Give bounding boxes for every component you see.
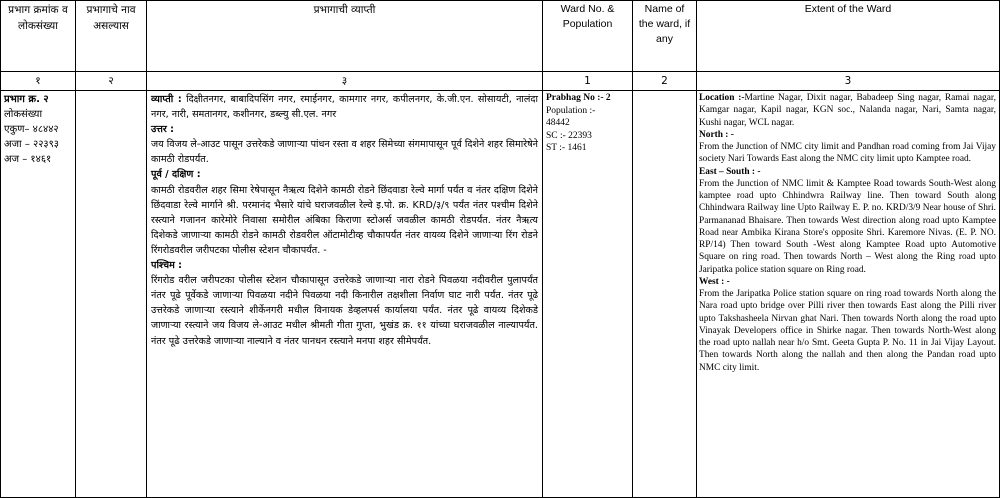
extent-section-mr — [151, 92, 538, 122]
north-text-mr: जय विजय ले-आउट पासून उत्तरेकडे जाणाऱ्या पांधन रस्ता व शहर सिमेच्या संगमापासून पूर्व दिशेने शहर सिमारेषेने कामठी रोडपर्यंत. — [151, 139, 538, 166]
column-number: १ — [1, 72, 76, 91]
location-label-en: Location :- — [699, 93, 745, 103]
population-label-en: Population :- — [546, 105, 596, 116]
west-text-en: From the Jaripatka Police station square on ring road towards North along the Nara road upto bridge over Pilli river then towards East along the Pilli river upto Takshasheela Nirvan ghat Nari. Then towards North along the road upto Vinayak Developers office in Shirke nagar. Then towards North-West along the road upto nallah near h/o Smt. Geeta Gupta P. No. 11 in Jai Vijay Layout. Then towards North along the nallah and then along the Pandan road upto NMC city limit. — [699, 289, 996, 373]
sc-population-mr: अजा – २२३९३ — [4, 139, 60, 150]
ward-extent-cell-mr — [147, 91, 543, 498]
location-section-en — [699, 92, 996, 129]
east-label-en: East – South : - — [699, 166, 761, 177]
west-text-mr: रिंगरोड वरील जरीपटका पोलीस स्टेशन चौकापासून उत्तरेकडे जाणाऱ्या नारा रोडने पिवळया नदीवरील पुलापर्यंत नंतर पूढे पूर्वेकडे जाणाऱ्या पिवळया नदीने पिवळया नदी किनारील तक्षशीला निर्वाण घाट नारी पर्यंत. नंतर पूढे उत्तरेकडे जाणाऱ्या रस्त्याने शीर्केनगरी मधील विनायक डेव्हलपर्स कार्यालया पर्यंत. नंतर पूढे वायव्य दिशेकडे जाणाऱ्या रस्त्याने जय विजय ले-आउट मधील श्रीमती गीता गुप्ता, भुखंड क्र. ११ यांच्या घराजवळील नाल्यापर्यंत. नंतर पूढे उत्तरेकडे जाणाऱ्या नाल्याने व नंतर पानधन रस्त्याने मनपा शहर सीमेपर्यंत. — [151, 275, 538, 347]
west-label-en: West : - — [699, 276, 730, 287]
header-ward-name-mr: प्रभागाचे नाव असल्यास — [76, 1, 147, 72]
column-number: 3 — [697, 72, 1000, 91]
column-number-row — [1, 72, 1000, 91]
column-number: 2 — [633, 72, 697, 91]
st-population-en: ST :- 1461 — [546, 143, 587, 153]
ward-population-cell-mr — [1, 91, 76, 498]
st-population-mr: अज – १४६१ — [4, 154, 52, 165]
east-label-mr: पूर्व / दक्षिण : — [151, 169, 201, 181]
header-ward-extent-mr: प्रभागाची व्याप्ती — [147, 1, 543, 72]
column-number: ३ — [147, 72, 543, 91]
prabhag-number-en: Prabhag No :- 2 — [546, 93, 611, 103]
ward-row — [1, 91, 1000, 498]
sc-population-en: SC :- 22393 — [546, 130, 592, 141]
north-label-mr: उत्तर : — [151, 124, 174, 136]
population-label-mr: लोकसंख्या — [4, 109, 43, 120]
header-ward-extent-en: Extent of the Ward — [697, 1, 1000, 72]
north-label-en: North : - — [699, 129, 734, 140]
ward-name-cell-mr — [76, 91, 147, 498]
extent-label-mr: व्याप्ती : — [151, 94, 182, 105]
location-text-en: Martine Nagar, Dixit nagar, Babadeep Sing nagar, Ramai nagar, Kamgar nagar, Kapil nagar, KGN soc., Nalanda nagar, Nari, Samta nagar, Kushi nagar, WCL nagar. — [699, 93, 996, 128]
header-ward-number-population-en: Ward No. & Population — [543, 1, 633, 72]
column-number: २ — [76, 72, 147, 91]
extent-text-mr: दिक्षीतनगर, बाबादिपसिंग नगर, रमाईनगर, कामगार नगर, कपीलनगर, के.जी.एन. सोसायटी, नालंदा नगर, नारी, समतानगर, कशीनगर, डब्ल्यु सी.एल. नगर — [151, 94, 538, 121]
header-row — [1, 1, 1000, 72]
east-text-mr: कामठी रोडवरील शहर सिमा रेषेपासून नैऋत्य दिशेने कामठी रोडने छिंदवाडा रेल्वे मार्गा पर्यंत व नंतर दक्षिण दिशेने छिंदवाडा रेल्वे मार्गाने श्री. परमानंद भैसारे यांचे घराजवळील रेल्वे इ.पो. क्र. KRD/३/९ पर्यंत नंतर पश्चीम दिशेने रस्त्याने गजानन कारेमोरे निवासा समोरील अंबिका किराणा स्टोअर्स जवळील कामठी रोडपर्यंत. नंतर नैऋत्य दिशेकडे जाणाऱ्या कामठी रोडने कामठी रोडवरील ऑटामोटीव्ह चौकापर्यंत नंतर वायव्य दिशेने जाणाऱ्या रिंग रोडने रिंगरोडवरील जरीपटका पोलीस स्टेशन चौकापर्यंत. - — [151, 184, 538, 256]
west-label-mr: पश्चिम : — [151, 260, 183, 272]
ward-extent-cell-en — [697, 91, 1000, 498]
north-text-en: From the Junction of NMC city limit and Pandhan road coming from Jai Vijay society Nari Towards East along the NMC city limit upto Kamptee road. — [699, 142, 996, 165]
ward-title-mr: प्रभाग क्र. २ — [4, 94, 49, 105]
ward-name-cell-en — [633, 91, 697, 498]
total-population-mr: एकुण– ४८४४२ — [4, 124, 59, 135]
east-text-en: From the Junction of NMC limit & Kamptee Road towards South-West along kamptee road upto Chhindwra Railway line. Then toward South along Chhindwara Railway line Upto Railway E. P. no. KRD/3/9 Near house of Shri. Parmananad Bhaisare. Then towards West direction along road upto Kamptee Road near Ambika Kirana Store's opposite Shri. Karemore Nivas. (E. P. NO. RP/14) Then toward South -West along Kamptee Road upto Automotive Square on ring road. Then towards North – West along the Ring road upto Jaripatka police station square on Ring road. — [699, 178, 996, 275]
header-ward-name-en: Name of the ward, if any — [633, 1, 697, 72]
header-ward-number-population-mr: प्रभाग क्रमांक व लोकसंख्या — [1, 1, 76, 72]
ward-population-cell-en — [543, 91, 633, 498]
column-number: 1 — [543, 72, 633, 91]
population-value-en: 48442 — [546, 118, 570, 128]
